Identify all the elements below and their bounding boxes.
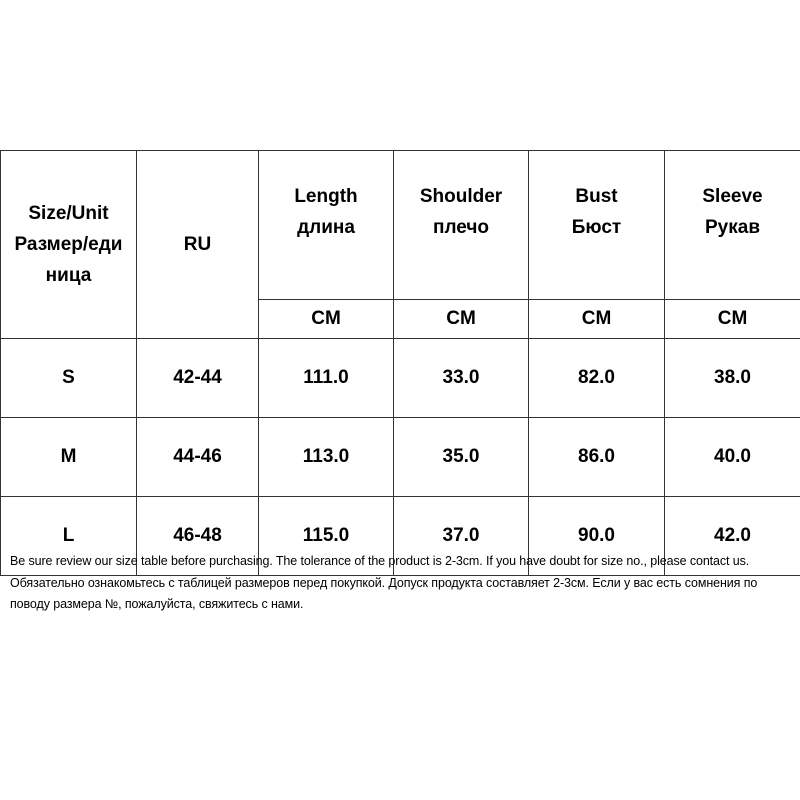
value-cell: 82.0 (529, 339, 665, 418)
header-size-unit-line: ница (45, 265, 92, 286)
header-bust (529, 151, 665, 300)
value-cell: 37.0 (394, 497, 529, 576)
note-english: Be sure review our size table before purchasing. The tolerance of the product is 2-3cm. If you have doubt for size no., please contact us. (10, 554, 750, 568)
header-ru: RU (137, 151, 259, 339)
header-ru-text: Бюст (571, 217, 622, 238)
size-cell: M (1, 418, 137, 497)
size-cell: L (1, 497, 137, 576)
table-row (1, 418, 800, 497)
unit-cell: CM (394, 300, 529, 339)
unit-cell: CM (665, 300, 800, 339)
header-shoulder (394, 151, 529, 300)
header-en: Bust (575, 186, 618, 207)
header-ru-text: плечо (432, 217, 490, 238)
value-cell: 115.0 (259, 497, 394, 576)
value-cell: 111.0 (259, 339, 394, 418)
size-table (0, 150, 800, 576)
value-cell: 113.0 (259, 418, 394, 497)
header-size-unit-line: Size/Unit (28, 203, 109, 224)
ru-size-cell: 42-44 (137, 339, 259, 418)
value-cell: 38.0 (665, 339, 800, 418)
ru-size-cell: 46-48 (137, 497, 259, 576)
header-length (259, 151, 394, 300)
note-russian: Обязательно ознакомьтесь с таблицей размеров перед покупкой. Допуск продукта составляет 2-3см. Если у вас есть сомнения по поводу размера №, пожалуйста, свяжитесь с нами. (10, 575, 758, 611)
header-ru-text: Рукав (705, 217, 760, 238)
header-sleeve (665, 151, 800, 300)
size-chart (0, 150, 800, 576)
value-cell: 33.0 (394, 339, 529, 418)
size-notes (10, 551, 795, 616)
unit-cell: CM (529, 300, 665, 339)
size-cell: S (1, 339, 137, 418)
header-en: Sleeve (702, 186, 763, 207)
header-en: Length (294, 186, 358, 207)
header-size-unit-line: Размер/еди (14, 234, 123, 255)
header-size-unit (1, 151, 137, 339)
unit-cell: CM (259, 300, 394, 339)
value-cell: 86.0 (529, 418, 665, 497)
header-ru-text: длина (297, 217, 355, 238)
value-cell: 35.0 (394, 418, 529, 497)
ru-size-cell: 44-46 (137, 418, 259, 497)
table-row (1, 339, 800, 418)
value-cell: 40.0 (665, 418, 800, 497)
header-row (1, 151, 800, 300)
value-cell: 90.0 (529, 497, 665, 576)
header-en: Shoulder (419, 186, 503, 207)
value-cell: 42.0 (665, 497, 800, 576)
